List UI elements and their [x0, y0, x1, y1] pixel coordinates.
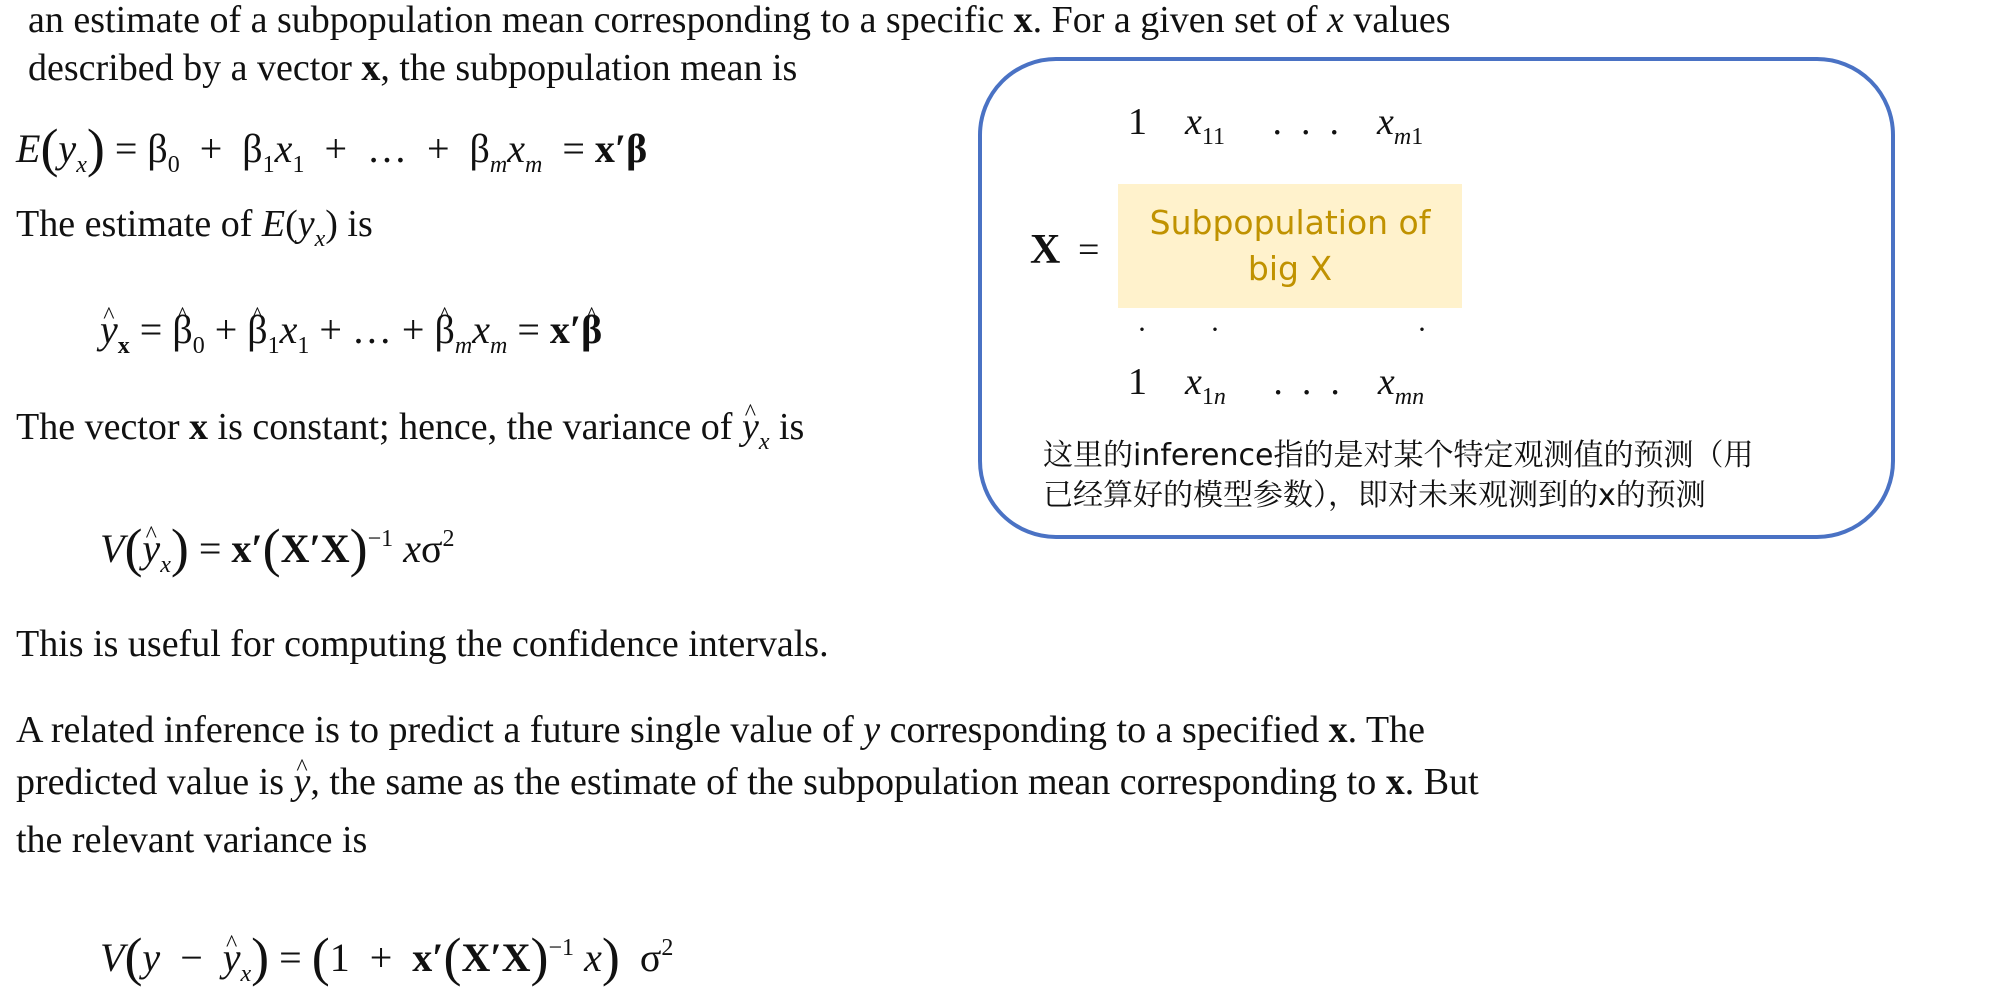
- matrix-dot: ·: [1137, 313, 1147, 346]
- estimate-line: The estimate of $E(y_x)$ is: [16, 203, 373, 252]
- highlight-line-2: big X: [1247, 249, 1333, 288]
- p2-text-a: described by a vector: [28, 47, 362, 89]
- related-line-3: the relevant variance is: [16, 819, 368, 861]
- matrix-label: X: [1030, 227, 1061, 273]
- matrix-dot: ·: [1417, 313, 1427, 346]
- p1-text-a: an estimate of a subpopulation mean corresponding to a specific: [28, 0, 1014, 41]
- related-line-1: A related inference is to predict a future single value of y corresponding to a specified x. The: [16, 709, 1426, 751]
- paragraph-line-2: described by a vector x, the subpopulation mean is: [28, 47, 798, 89]
- matrix-dot: ·: [1210, 313, 1220, 346]
- p1-text-c: values: [1343, 0, 1451, 41]
- matrix-row-last: 1 $x_{1n}$ . . . $x_{mn}$: [1128, 361, 1425, 410]
- predicted-text-b: , the same as the estimate of the subpopulation mean corresponding to: [310, 761, 1386, 803]
- chinese-note: [1043, 436, 1863, 516]
- matrix-equals: =: [1078, 229, 1100, 271]
- vector-text-a: The vector: [16, 406, 190, 448]
- equation-prediction-variance: V(y − ^ $y_x) = (1 + x'(X'X)^{-1}$ x) $\sigma^2$: [100, 924, 673, 998]
- related-line-2: predicted value is ^ y, the same as the estimate of the subpopulation mean corresponding to x. But: [16, 760, 1479, 804]
- highlight-line-1: Subpopulation of: [1149, 203, 1431, 242]
- paragraph-line-1: an estimate of a subpopulation mean corresponding to a specific x. For a given set of x values: [28, 0, 1451, 41]
- related-text-a: A related inference is to predict a future single value of: [16, 709, 864, 751]
- vector-text-b: is constant; hence, the variance of: [208, 406, 742, 448]
- estimate-text-b: is: [337, 203, 373, 245]
- related-text-c: . The: [1347, 709, 1426, 751]
- note-line-1: 这里的inference指的是对某个特定观测值的预测（用: [1043, 438, 1754, 473]
- subpopulation-highlight: [1118, 184, 1462, 308]
- equation-subpopulation-mean: $E(y_x) = \beta_0 + \beta_1x_1$ + … + $\beta_mx_m = x'\beta$: [16, 118, 648, 178]
- predicted-text-a: predicted value is: [16, 761, 294, 803]
- related-text-b: corresponding to a specified: [880, 709, 1329, 751]
- equation-variance-mean: V(^ $y_x) = x'(X'X)^{-1}$ $x\sigma^2$: [100, 515, 455, 589]
- predicted-text-c: . But: [1404, 761, 1479, 803]
- useful-line: This is useful for computing the confidence intervals.: [16, 623, 829, 665]
- matrix-row-1: 1 $x_{11}$ . . . $x_{m1}$: [1128, 101, 1424, 150]
- estimate-text-a: The estimate of: [16, 203, 262, 245]
- equation-estimate: ^ $y_x$ = ^ $\beta_0$ + ^ $\beta_1x_1$ + … + ^ $\beta_mx_m$ = x′^ β: [100, 306, 602, 370]
- p2-text-b: , the subpopulation mean is: [380, 47, 798, 89]
- note-line-2: 已经算好的模型参数），即对未来观测到的x的预测: [1043, 478, 1706, 513]
- vector-text-c: is: [769, 406, 805, 448]
- vector-line: The vector x is constant; hence, the variance of ^ $y_x$ is: [16, 405, 804, 464]
- p1-text-b: . For a given set of: [1032, 0, 1328, 41]
